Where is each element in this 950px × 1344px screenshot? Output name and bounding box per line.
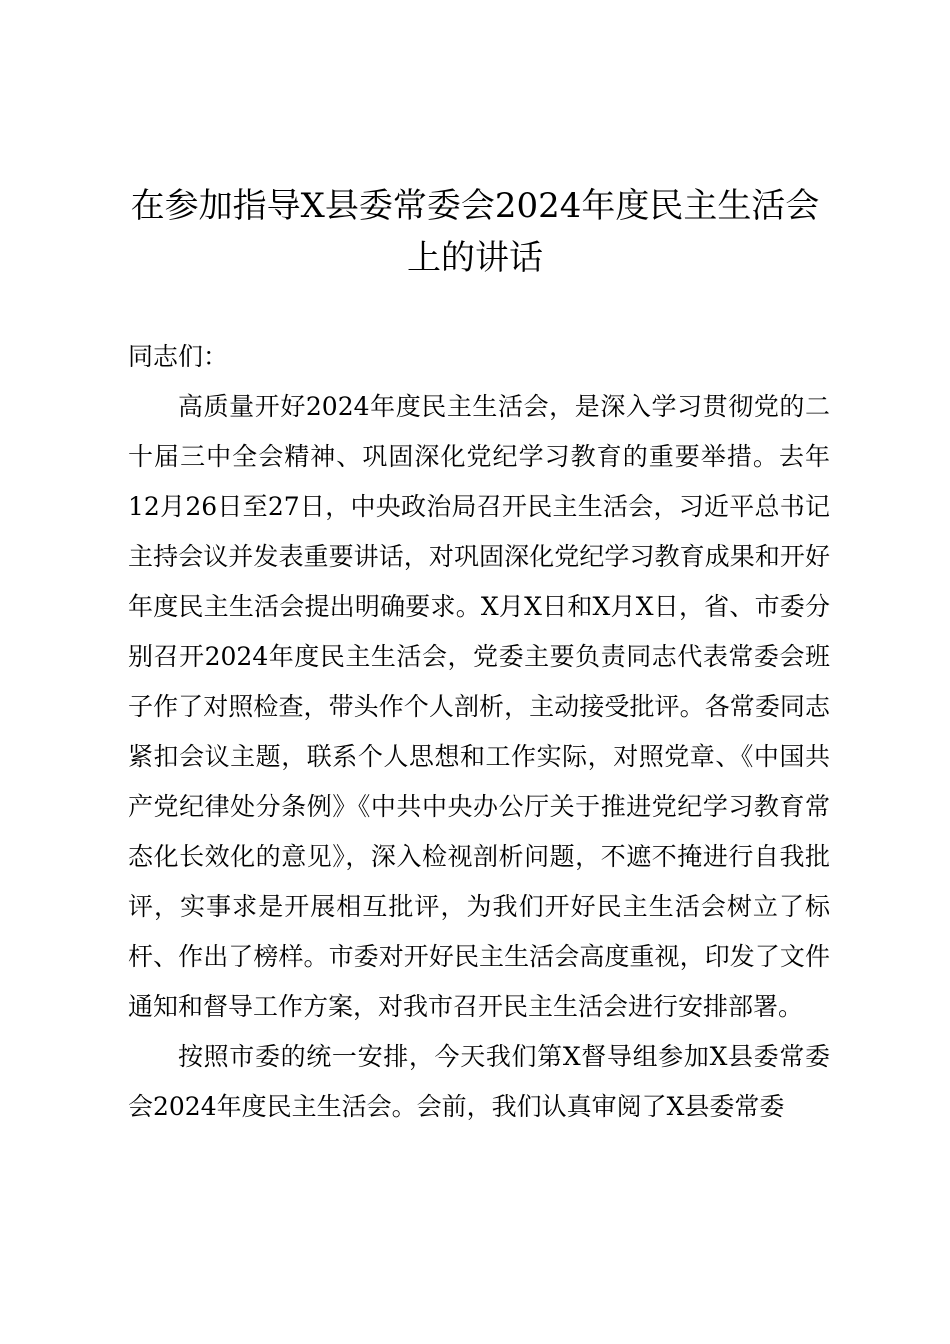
paragraph-2: 按照市委的统一安排，今天我们第X督导组参加X县委常委会2024年度民主生活会。会前，我们认真审阅了X县委常委 [128,1042,830,1121]
salutation: 同志们： [128,342,229,371]
document-title: 在参加指导X县委常委会2024年度民主生活会上的讲话 [130,186,820,278]
document-body [128,332,830,1132]
paragraph-1: 高质量开好2024年度民主生活会，是深入学习贯彻党的二十届三中全会精神、巩固深化党纪学习教育的重要举措。去年12月26日至27日，中央政治局召开民主生活会，习近平总书记主持会议并发表重要讲话，对巩固深化党纪学习教育成果和开好年度民主生活会提出明确要求。X月X日和X月X日，省、市委分别召开2024年度民主生活会，党委主要负责同志代表常委会班子作了对照检查，带头作个人剖析，主动接受批评。各常委同志紧扣会议主题，联系个人思想和工作实际，对照党章、《中国共产党纪律处分条例》《中共中央办公厅关于推进党纪学习教育常态化长效化的意见》，深入检视剖析问题，不遮不掩进行自我批评，实事求是开展相互批评，为我们开好民主生活会树立了标杆、作出了榜样。市委对开好民主生活会高度重视，印发了文件通知和督导工作方案，对我市召开民主生活会进行安排部署。 [128,392,830,1021]
